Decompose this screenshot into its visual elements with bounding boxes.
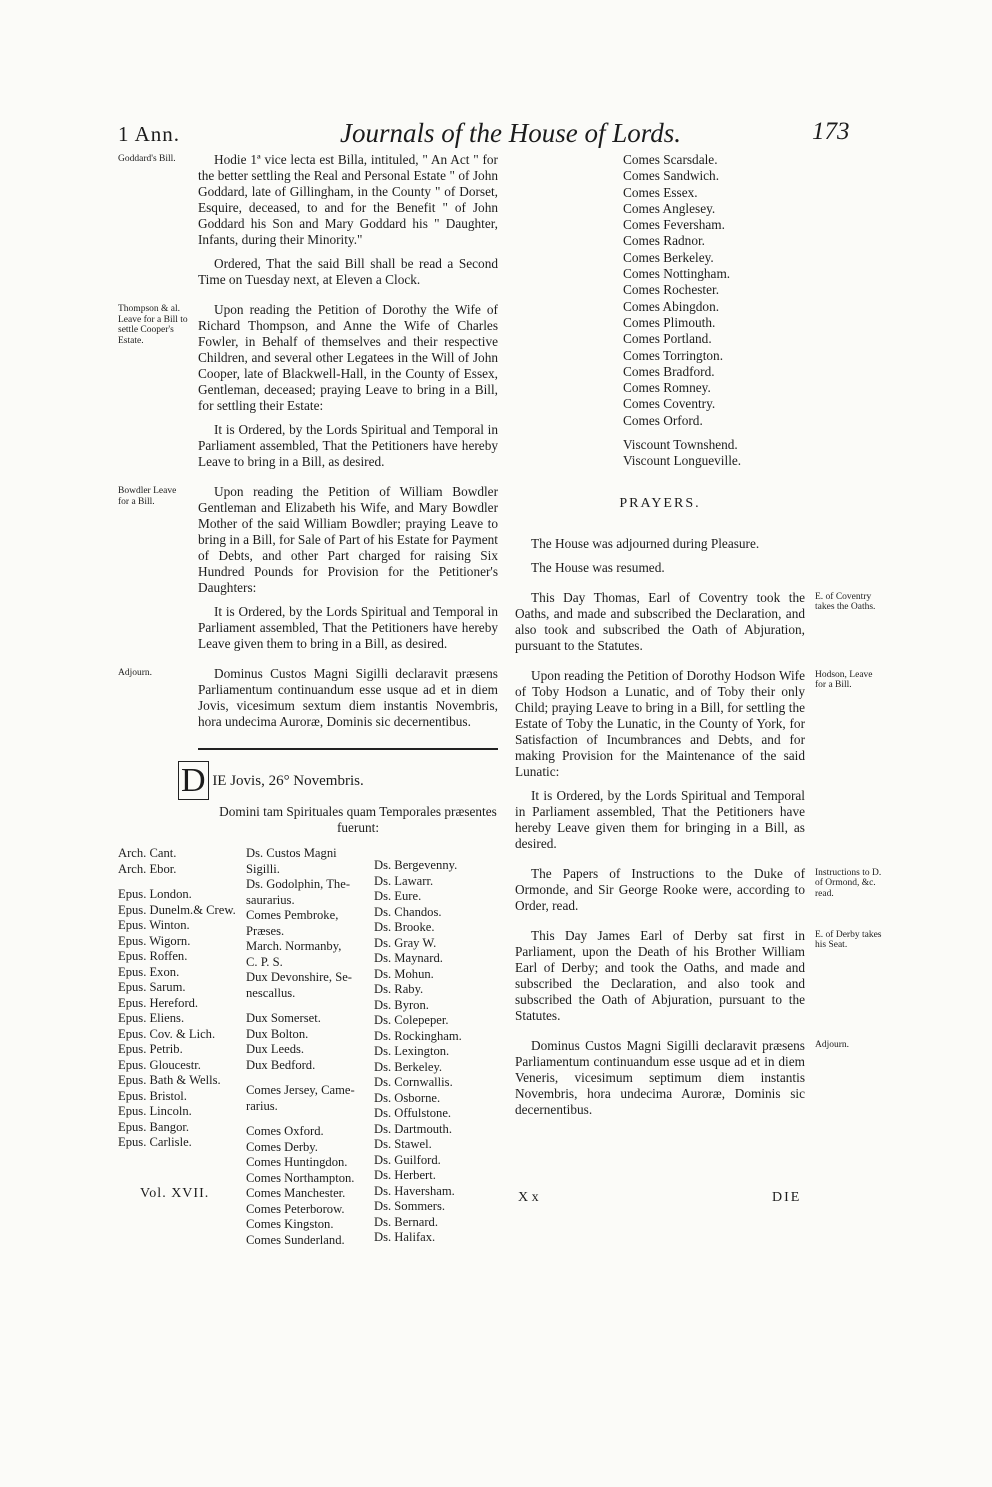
volume-number: Vol. XVII. xyxy=(140,1186,210,1201)
roll-entry: Arch. Cant. xyxy=(118,846,177,860)
roll-entry: Ds. Dartmouth. xyxy=(374,1121,453,1136)
roll-entry: Epus. Carlisle. xyxy=(118,1135,192,1149)
roll-column-barons xyxy=(374,846,484,1248)
roll-entry: Epus. London. xyxy=(118,887,192,901)
entry-text: The Papers of Instructions to the Duke of Ormonde, and Sir George Rooke were, according to Order, read. xyxy=(515,865,805,913)
roll-entry: rarius. xyxy=(246,1098,278,1113)
entry-text: Hodie 1ª vice lecta est Billa, intituled, " An Act " for the better settling the Real and Personal Estate " of John Goddard, late of Gillingham, in the County " of Dorset, Esquire, deceased, to and for the Benefit " of John Goddard his Son and Mary Goddard his " Daughter, Infants, during their Minority." xyxy=(198,152,498,247)
list-spacer xyxy=(623,429,805,437)
roll-entry: Ds. Eure. xyxy=(374,889,422,903)
roll-entry: Epus. Eliens. xyxy=(118,1011,185,1025)
entry-order: Ordered, That the said Bill shall be read a Second Time on Tuesday next, at Eleven a Clock. xyxy=(198,256,498,287)
roll-entry: Ds. Lexington. xyxy=(374,1044,450,1058)
adjourn-entry xyxy=(118,666,498,730)
die-initial: D xyxy=(178,761,209,800)
roll-entry: Epus. Sarum. xyxy=(118,980,186,994)
entry-text: Upon reading the Petition of Dorothy the Wife of Richard Thompson, and Anne the Wife of Charles Fowler, in Behalf of themselves and their respective Children, and several other Legatees in the Will of John Cooper, late of Blackwell-Hall, in the County of Essex, Gentleman, deceased; praying Leave to bring in a Bill, for settling their Estate: xyxy=(198,302,498,413)
roll-entry: Ds. Brooke. xyxy=(374,920,435,934)
section-rule xyxy=(198,748,498,750)
roll-entry: Ds. Guilford. xyxy=(374,1152,441,1167)
roll-entry: Ds. Cornwallis. xyxy=(374,1075,453,1089)
roll-entry: Dux Devonshire, Se- xyxy=(246,970,352,984)
roll-entry: Ds. Colepeper. xyxy=(374,1013,449,1027)
roll-entry: Epus. Exon. xyxy=(118,964,180,979)
comes-entry: Comes Feversham. xyxy=(623,217,725,233)
roll-entry: Ds. Herbert. xyxy=(374,1168,436,1182)
page-number: 173 xyxy=(812,118,850,145)
roll-entry: Dux Bolton. xyxy=(246,1026,309,1041)
entry-text: Upon reading the Petition of Dorothy Hodson Wife of Toby Hodson a Lunatic, and of Toby their only Child; praying Leave to bring in a Bill, for settling the Estate of Toby the Lunatic, in the County of York, for Satisfaction of Incumbrances and Debts, and for making Provision for the Maintenance of the said Lunatic: xyxy=(515,667,805,779)
entry-text: Dominus Custos Magni Sigilli declaravit præsens Parliamentum continuandum esse usque ad et in diem Jovis, vicesimum sextum diem instantis Novembris, hora undecima Auroræ, Dominis sic decernentibus. xyxy=(198,666,498,729)
roll-entry: Comes Huntingdon. xyxy=(246,1155,348,1169)
roll-entry: Comes Northampton. xyxy=(246,1170,355,1185)
viscount-entry: Viscount Longueville. xyxy=(623,453,742,469)
roll-entry: Epus. Wigorn. xyxy=(118,933,191,948)
comes-entry: Comes Berkeley. xyxy=(623,249,714,265)
journal-title: Journals of the House of Lords. xyxy=(340,118,682,148)
ormonde-entry xyxy=(515,865,882,914)
comes-entry: Comes Essex. xyxy=(623,184,698,200)
comes-entry: Comes Anglesey. xyxy=(623,200,716,216)
roll-entry: Ds. Offulstone. xyxy=(374,1106,452,1120)
comes-entry: Comes Plimouth. xyxy=(623,314,716,330)
comes-entry: Comes Rochester. xyxy=(623,282,720,298)
comes-entry: Comes Sandwich. xyxy=(623,168,720,184)
coventry-entry xyxy=(515,589,876,654)
roll-entry: Comes Oxford. xyxy=(246,1124,324,1138)
comes-entry: Comes Scarsdale. xyxy=(623,152,718,167)
roll-entry: Epus. Petrib. xyxy=(118,1042,183,1056)
margin-note: E. of Coventry takes the Oaths. xyxy=(815,591,876,613)
roll-entry: Ds. Maynard. xyxy=(374,951,443,965)
roll-entry: Ds. Chandos. xyxy=(374,904,442,919)
comes-entry: Comes Coventry. xyxy=(623,396,716,412)
roll-entry: Ds. Byron. xyxy=(374,997,429,1012)
hodson-entry xyxy=(515,667,873,852)
roll-entry: Ds. Raby. xyxy=(374,982,424,996)
roll-entry: C. P. S. xyxy=(246,954,283,969)
right-column xyxy=(515,152,882,1132)
roll-entry: Ds. Bernard. xyxy=(374,1214,439,1229)
roll-spacer xyxy=(118,877,236,887)
roll-entry: Arch. Ebor. xyxy=(118,861,177,876)
roll-entry: Ds. Berkeley. xyxy=(374,1059,443,1074)
margin-note: Hodson, Leave for a Bill. xyxy=(815,669,873,691)
roll-entry: March. Normanby, xyxy=(246,939,342,953)
roll-entry: Epus. Cov. & Lich. xyxy=(118,1026,216,1041)
viscount-entry: Viscount Townshend. xyxy=(623,437,738,453)
roll-entry: Ds. Halifax. xyxy=(374,1230,436,1244)
roll-entry: Epus. Bangor. xyxy=(118,1119,190,1134)
roll-entry: Ds. Stawel. xyxy=(374,1137,432,1151)
entry-order: It is Ordered, by the Lords Spiritual and Temporal in Parliament assembled, That the Petitioners have hereby Leave given them for bringing in a Bill, as desired. xyxy=(515,787,805,851)
adjourned-pleasure: The House was adjourned during Pleasure. xyxy=(531,535,760,551)
roll-column-officers xyxy=(246,846,364,1248)
roll-entry: Comes Sunderland. xyxy=(246,1232,345,1247)
roll-entry: Epus. Bristol. xyxy=(118,1088,187,1103)
roll-entry: Comes Kingston. xyxy=(246,1217,334,1231)
roll-entry: Ds. Sommers. xyxy=(374,1199,446,1213)
margin-note: Goddard's Bill. xyxy=(118,154,176,164)
roll-entry: Epus. Gloucestr. xyxy=(118,1057,201,1072)
roll-entry: Epus. Roffen. xyxy=(118,949,188,963)
domini-heading: Domini tam Spirituales quam Temporales præsentes fuerunt: xyxy=(219,804,497,835)
derby-entry xyxy=(515,927,882,1024)
entry-order: It is Ordered, by the Lords Spiritual and Temporal in Parliament assembled, That the Petitioners have hereby Leave given them to bring in a Bill, as desired. xyxy=(198,604,498,651)
bowdler-entry xyxy=(118,484,498,652)
roll-entry: Ds. Haversham. xyxy=(374,1183,455,1198)
roll-entry: Epus. Bath & Wells. xyxy=(118,1073,221,1087)
roll-entry: Ds. Lawarr. xyxy=(374,873,434,888)
roll-entry: Epus. Lincoln. xyxy=(118,1104,192,1118)
roll-spacer xyxy=(246,1114,364,1124)
entry-text: Dominus Custos Magni Sigilli declaravit præsens Parliamentum continuandum esse usque ad et in diem Veneris, vicesimum septimum diem instantis Novembris, hora undecima Auroræ, Dominis sic decernentibus. xyxy=(515,1037,805,1117)
roll-entry: Epus. Winton. xyxy=(118,918,190,932)
roll-entry: Dux Leeds. xyxy=(246,1042,305,1056)
comes-entry: Comes Bradford. xyxy=(623,363,715,379)
roll-entry: Comes Manchester. xyxy=(246,1186,346,1200)
die-date: IE Jovis, 26° Novembris. xyxy=(212,773,364,789)
entry-text: This Day Thomas, Earl of Coventry took the Oaths, and made and subscribed the Declaration, and also took and subscribed the Oath of Abjuration, pursuant to the Statutes. xyxy=(515,589,805,653)
margin-note: E. of Derby takes his Seat. xyxy=(815,929,882,951)
roll-spacer xyxy=(246,1073,364,1083)
entry-text: This Day James Earl of Derby sat first in Parliament, upon the Death of his Brother William Earl of Derby; and took the Oaths, and made and subscribed the Declaration, and also took and subscribed the Oath of Abjuration, pursuant to the Statutes. xyxy=(515,927,805,1023)
left-column xyxy=(118,152,498,1248)
entry-text: Upon reading the Petition of William Bowdler Gentleman and Elizabeth his Wife, and Mary Bowdler Mother of the said William Bowdler; praying Leave to bring in a Bill, for Sale of Part of his Estate for Payment of Debts, and other Part charged for raising Six Hundred Pounds for Provision for the Petitioner's Daughters: xyxy=(198,484,498,595)
margin-note: Adjourn. xyxy=(815,1039,850,1050)
roll-entry: Comes Pembroke, xyxy=(246,908,339,922)
roll-entry: Comes Jersey, Came- xyxy=(246,1083,355,1097)
roll-entry: Epus. Dunelm.& Crew. xyxy=(118,902,236,917)
margin-note: Instructions to D. of Ormond, &c. read. xyxy=(815,867,882,899)
roll-entry: Ds. Osborne. xyxy=(374,1090,441,1105)
roll-entry: Sigilli. xyxy=(246,861,280,876)
catchword: DIE xyxy=(772,1190,802,1205)
die-heading xyxy=(178,762,498,799)
roll-entry: saurarius. xyxy=(246,892,295,907)
adjourn-entry xyxy=(515,1037,850,1118)
roll-entry: Epus. Hereford. xyxy=(118,995,199,1010)
thompson-entry xyxy=(118,302,498,470)
roll-entry: Dux Bedford. xyxy=(246,1057,316,1072)
roll-entry: nescallus. xyxy=(246,985,296,1000)
margin-note: Adjourn. xyxy=(118,668,153,678)
comes-entry: Comes Orford. xyxy=(623,412,703,428)
regnal-year: 1 Ann. xyxy=(118,122,181,146)
roll-entry: Ds. Godolphin, The- xyxy=(246,877,351,891)
house-resumed: The House was resumed. xyxy=(531,559,665,575)
roll-entry: Comes Peterborow. xyxy=(246,1201,345,1216)
roll-entry: Ds. Gray W. xyxy=(374,935,437,950)
entry-order: It is Ordered, by the Lords Spiritual and Temporal in Parliament assembled, That the Petitioners have hereby Leave to bring in a Bill, as desired. xyxy=(198,422,498,469)
roll-entry: Ds. Rockingham. xyxy=(374,1028,462,1043)
prayers-heading: PRAYERS. xyxy=(619,495,701,511)
comes-entry: Comes Portland. xyxy=(623,331,712,347)
comes-entry: Comes Abingdon. xyxy=(623,298,720,314)
comes-entry: Comes Torrington. xyxy=(623,347,724,363)
roll-entry: Comes Derby. xyxy=(246,1139,318,1154)
signature-mark: X x xyxy=(518,1190,539,1205)
roll-entry: Ds. Mohun. xyxy=(374,966,434,981)
roll-entry: Ds. Bergevenny. xyxy=(374,858,458,872)
margin-note: Bowdler Leave for a Bill. xyxy=(118,486,177,507)
comes-entry: Comes Romney. xyxy=(623,380,711,396)
margin-note: Thompson & al. Leave for a Bill to settle Cooper's Estate. xyxy=(118,304,188,346)
roll-entry: Dux Somerset. xyxy=(246,1011,321,1025)
roll-entry: Ds. Custos Magni xyxy=(246,846,337,860)
roll-spacer xyxy=(246,1001,364,1011)
goddard-entry xyxy=(118,152,498,288)
comes-entry: Comes Nottingham. xyxy=(623,266,731,282)
roll-entry: Præses. xyxy=(246,923,285,938)
comes-entry: Comes Radnor. xyxy=(623,233,705,249)
comes-list xyxy=(623,152,805,470)
